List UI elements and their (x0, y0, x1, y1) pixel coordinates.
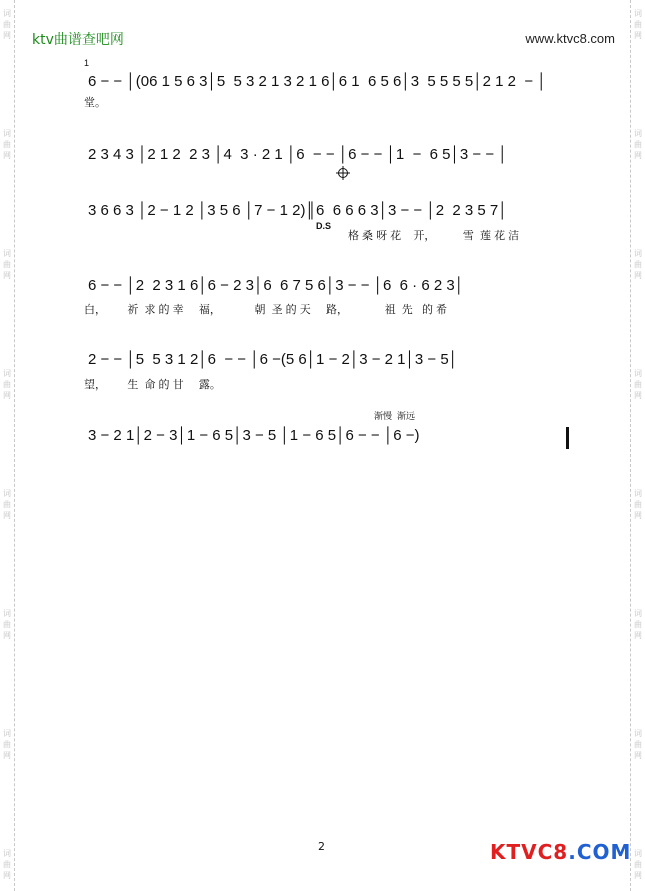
watermark-block: 词 曲 网 (634, 489, 642, 520)
watermark-block: 词 曲 网 (3, 249, 11, 280)
watermark-block: 词 曲 网 (634, 249, 642, 280)
grace-note: 1 (84, 58, 90, 68)
notation-line: 3 6 6 3 │2 − 1 2 │3 5 6 │7 − 1 2)║6 6 6 6 3│3 − − │2 2 3 5 7│ (88, 202, 508, 219)
notation-line: 6 − − │(06 1 5 6 3│5 5 3 2 1 3 2 1 6│6 1 6 5 6│3 5 5 5 5│2 1 2 − │ (88, 73, 547, 90)
score-row-2 (84, 145, 576, 175)
site-name: ktv曲谱查吧网 (32, 32, 124, 48)
watermark-block: 词 曲 网 (634, 9, 642, 40)
dal-segno-mark: D.S (316, 221, 332, 231)
watermark-block: 词 曲 网 (3, 489, 11, 520)
ktvc8-logo: KTVC8.COM (490, 840, 632, 864)
lyric-line: 白， 祈 求 的 幸 福， 朝 圣 的 天 路， 祖 先 的 希 (84, 304, 448, 316)
watermark-block: 词 曲 网 (3, 849, 11, 880)
watermark-block: 词 曲 网 (3, 729, 11, 760)
watermark-block: 词 曲 网 (634, 369, 642, 400)
notation-line: 2 3 4 3 │2 1 2 2 3 │4 3 · 2 1 │6 − − │6 − − │1 − 6 5│3 − − │ (88, 146, 508, 163)
score-row-5 (84, 350, 576, 391)
watermark-block: 词 曲 网 (634, 729, 642, 760)
notation-line: 3 − 2 1│2 − 3│1 − 6 5│3 − 5 │1 − 6 5│6 − − │6 −) (88, 427, 420, 444)
score-row-4 (84, 276, 576, 316)
watermark-block: 词 曲 网 (3, 9, 11, 40)
page-number: 2 (318, 840, 325, 853)
watermark-block: 词 曲 网 (3, 369, 11, 400)
watermark-block: 词 曲 网 (3, 609, 11, 640)
watermark-block: 词 曲 网 (634, 129, 642, 160)
watermark-block: 词 曲 网 (634, 609, 642, 640)
score-row-6 (84, 411, 576, 456)
score-row-3 (84, 201, 576, 242)
notation-line: 2 − − │5 5 3 1 2│6 − − │6 −(5 6│1 − 2│3 − 2 1│3 − 5│ (88, 351, 459, 368)
coda-icon (336, 166, 350, 180)
watermark-block: 词 曲 网 (634, 849, 642, 880)
final-barline (566, 427, 569, 449)
lyric-line: 格 桑 呀 花 开， 雪 莲 花 洁 (348, 230, 520, 242)
site-url: www.ktvc8.com (525, 31, 615, 46)
notation-line: 6 − − │2 2 3 1 6│6 − 2 3│6 6 7 5 6│3 − − │6 6 · 6 2 3│ (88, 277, 465, 294)
lyric-line: 堂。 (84, 97, 106, 109)
watermark-block: 词 曲 网 (3, 129, 11, 160)
lyric-line: 望， 生 命 的 甘 露。 (84, 379, 221, 391)
tempo-mark: 渐慢 渐远 (374, 411, 416, 421)
score-row-1 (84, 58, 576, 109)
